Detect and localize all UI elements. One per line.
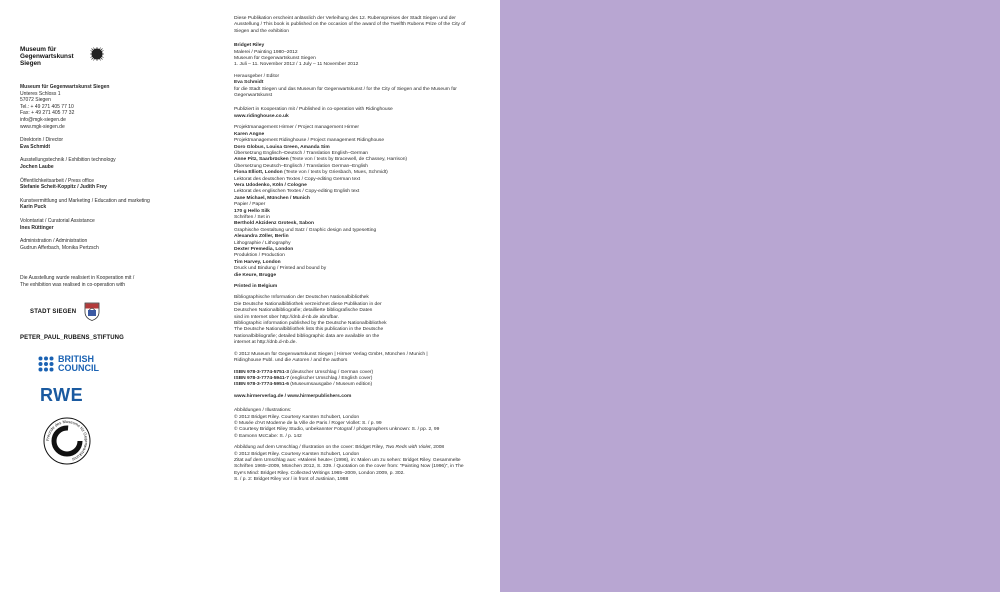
credit-role: Schriften / Set in	[234, 214, 270, 220]
illustration-credits: Abbildungen / Illustrations: © 2012 Bridget Riley. Courtesy Karsten Schubert, London © Musée d'Art Moderne de la Ville de Paris / Roger Viollet: S. / p. 99 © Courtesy Bridget Riley Studio, unbekannter Fotograf / photographers unknown: S. / pp. 2, 99 © Eamonn McCabe: S. / p. 142	[234, 408, 440, 439]
credit-role: Projektmanagement Hirmer / Project management Hirmer	[234, 125, 360, 131]
credits-block	[234, 125, 472, 279]
staff-role: Administration / Administration	[20, 238, 88, 245]
museum-logo-text: Museum für Gegenwartskunst Siegen	[20, 46, 74, 67]
bibliographic-info: Bibliographische Information der Deutschen Nationalbibliothek Die Deutsche Nationalbibliothek verzeichnet diese Publikation in der Deutschen Nationalbibliografie; detaillierte bibliografische Daten sind im Internet über http://dnb.d-nb.de abrufbar. Bibliographic information published by the Deutsche Nationalbibliothek The Deutsche Nationalbibliothek lists this publication in the Deutsche Nationalbibliografie; detailed bibliographic data are available on the internet at http://dnb.d-nb.de.	[234, 295, 387, 346]
credit-name: Doro Globus, Louisa Green, Amanda Sim	[234, 144, 330, 150]
book-title: Bridget Riley	[234, 43, 265, 49]
isbn-description: (deutscher Umschlag / German cover)	[288, 369, 374, 375]
seal-text: Freunde des Museums für Gegenwartskunst	[44, 419, 90, 463]
publisher-websites[interactable]: www.hirmerverlag.de / www.hirmerpublishers.com	[234, 393, 352, 399]
credit-name: Tim Harvey, London	[234, 259, 281, 265]
credit-role: Lithographie / Lithography	[234, 240, 291, 246]
museum-address-lines: Unteres Schloss 1 57072 Siegen Tel.: + 49 271 405 77 10 Fax: + 49 271 405 77 32 info@mgk-siegen.de www.mgk-siegen.de	[20, 90, 75, 130]
editor-description: für die Stadt Siegen und das Museum für Gegenwartskunst / for the City of Siegen and the Museum für Gegenwartskunst	[234, 86, 457, 99]
credit-role: Papier / Paper	[234, 202, 266, 208]
credit-role: Übersetzung Deutsch–Englisch / Translation German–English	[234, 163, 369, 169]
staff-technology	[20, 157, 210, 170]
british-council-dots-icon	[38, 356, 54, 372]
credit-name: die Keure, Brugge	[234, 272, 277, 278]
british-council-logo	[38, 355, 210, 373]
exhibition-block	[234, 43, 472, 69]
staff-names: Ines Rüttinger	[20, 224, 54, 231]
published-with: Publiziert in Kooperation mit / Published in co-operation with Ridinghouse	[234, 107, 393, 113]
cover-artwork-title: Two Reds with Violet	[385, 445, 431, 451]
staff-role: Volontariat / Curatorial Assistance	[20, 217, 95, 224]
stadt-siegen-logo	[30, 302, 210, 321]
friends-seal-logo	[42, 416, 92, 466]
stadt-siegen-text: STADT SIEGEN	[30, 308, 77, 315]
isbn-description: (Museumsausgabe / Museum edition)	[288, 382, 373, 388]
staff-names: Eva Schmidt	[20, 143, 51, 150]
cover-credit-year: , 2008	[430, 445, 445, 451]
right-page-color-field	[500, 0, 1000, 592]
editor-block	[234, 74, 472, 100]
staff-names: Karin Puck	[20, 204, 47, 211]
isbn-number: ISBN 978-3-7774-5951-6	[234, 382, 289, 388]
staff-director	[20, 137, 210, 150]
museum-column	[20, 46, 210, 471]
credit-role: Projektmanagement Ridinghouse / Project management Ridinghouse	[234, 138, 385, 144]
credit-role: Graphische Gestaltung und Satz / Graphic design and typesetting	[234, 227, 377, 233]
staff-role: Öffentlichkeitsarbeit / Press office	[20, 177, 95, 184]
cooperation-note: Die Ausstellung wurde realisiert in Kooperation mit / The exhibition was realised in co-operation with	[20, 275, 135, 288]
credit-role: Lektorat des deutschen Textes / Copy-editing German text	[234, 176, 361, 182]
credit-name: Karen Angne	[234, 131, 265, 137]
museum-logo-mark-icon	[90, 47, 104, 61]
isbn-number: ISBN 978-3-7774-5941-7	[234, 375, 289, 381]
credit-role: Druck und Bindung / Printed and bound by	[234, 266, 327, 272]
coat-of-arms-icon	[84, 302, 100, 321]
isbn-number: ISBN 978-3-7774-5751-3	[234, 369, 289, 375]
cover-quote-source: Zitat auf dem Umschlag aus: »Malerei heute« (1996), in: Malen um zu sehen: Bridget Riley. Gesammelte Schriften 1965–2009, München 2012, S. 339. / Quotation on the cover from: “Painting Now (1996)”, in The Eye's Mind: Bridget Riley. Collected Writings 1965–2009, London 2009, p. 302.	[234, 457, 464, 476]
staff-names: Stefanie Scheit-Koppitz / Judith Frey	[20, 184, 107, 191]
credit-name: Vera Udodenko, Köln / Cologne	[234, 182, 307, 188]
british-council-text: BRITISH COUNCIL	[58, 354, 99, 374]
editor-name: Eva Schmidt	[234, 80, 264, 86]
credit-name: Dexter Premedia, London	[234, 247, 294, 252]
cover-credits	[234, 445, 472, 483]
frontispiece-credit: S. / p. 2: Bridget Riley vor / in front of Justinian, 1988	[234, 477, 349, 483]
credit-name: Berthold Akzidenz Grotesk, Sabon	[234, 221, 314, 227]
intro-text: Diese Publikation erscheint anlässlich der Verleihung des 12. Rubenspreises der Stadt Siegen und der Ausstellung / This book is published on the occasion of the award of the Twelfth Rubens Prize of the City of Siegen and the exhibition	[234, 16, 466, 34]
cover-credit-line: © 2012 Bridget Riley. Courtesy Karsten Schubert, London	[234, 451, 360, 457]
credit-note: (Texte von / texts by Bracewell, de Chassey, Harrison)	[288, 157, 408, 163]
credit-note: (Texte von / texts by Griesbach, Mues, Schmidt)	[282, 170, 388, 176]
credit-name: Alexandra Zöller, Berlin	[234, 234, 289, 240]
staff-names: Gudrun Afferbach, Monika Pertzsch	[20, 244, 99, 251]
credit-role: Lektorat des englischen Textes / Copy-editing English text	[234, 189, 360, 195]
rubens-stiftung-logo: PETER_PAUL_RUBENS_STIFTUNG	[20, 335, 124, 342]
credit-name: Anne Pitz, Saarbrücken	[234, 157, 289, 163]
rwe-logo: RWE	[40, 385, 84, 406]
credit-role: Produktion / Production	[234, 253, 285, 259]
staff-press	[20, 178, 210, 191]
staff-role: Direktorin / Director	[20, 137, 64, 144]
staff-administration	[20, 238, 210, 251]
staff-names: Jochen Laube	[20, 163, 54, 170]
staff-education	[20, 198, 210, 211]
exhibition-details: Malerei / Painting 1980–2012 Museum für Gegenwartskunst Siegen 1. Juli – 11. November 2012 / 1 July – 11 November 2012	[234, 49, 359, 68]
staff-role: Ausstellungstechnik / Exhibition technology	[20, 157, 116, 164]
credit-name: 170 g Hello Silk	[234, 208, 270, 214]
copyright-notice: © 2012 Museum für Gegenwartskunst Siegen | Hirmer Verlag GmbH, München / Munich | Ridinghouse Publ. und die Autoren / and the authors	[234, 351, 428, 364]
staff-role: Kunstvermittlung und Marketing / Education and marketing	[20, 197, 150, 204]
museum-logo	[20, 46, 210, 67]
printed-in: Printed in Belgium	[234, 284, 278, 290]
credit-name: Jane Michael, München / Munich	[234, 195, 310, 201]
staff-curatorial	[20, 218, 210, 231]
colophon-column	[234, 16, 472, 484]
museum-address	[20, 84, 210, 130]
museum-name: Museum für Gegenwartskunst Siegen	[20, 84, 110, 90]
editor-role: Herausgeber / Editor	[234, 73, 280, 79]
cover-credit-line: Abbildung auf dem Umschlag / Illustration on the cover: Bridget Riley,	[234, 445, 386, 451]
isbn-list	[234, 370, 472, 389]
credit-role: Übersetzung Englisch–Deutsch / Translation English–German	[234, 150, 369, 156]
publisher-block	[234, 107, 472, 120]
isbn-description: (englischer Umschlag / English cover)	[288, 375, 373, 381]
ridinghouse-link[interactable]: www.ridinghouse.co.uk	[234, 113, 289, 119]
credit-name: Fiona Elliott, London	[234, 170, 283, 176]
